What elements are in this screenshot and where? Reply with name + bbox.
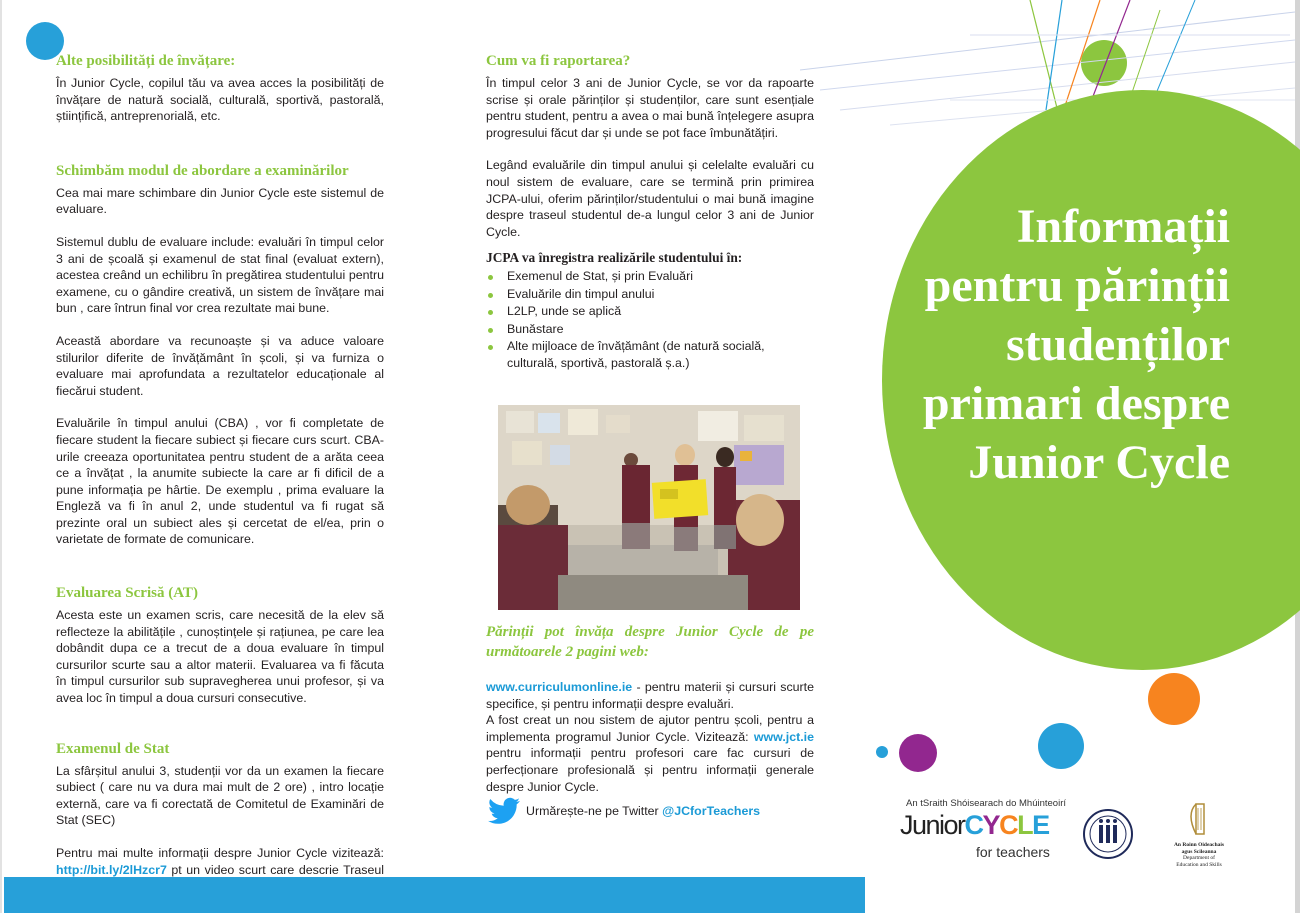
title-line: Informații xyxy=(1016,200,1230,253)
heading-jcpa: JCPA va înregistra realizările studentului în: xyxy=(486,250,743,266)
seal-logo-icon xyxy=(1078,790,1138,870)
bullet-icon xyxy=(488,275,493,280)
text-web1 xyxy=(486,679,814,712)
logos xyxy=(900,790,1270,870)
department-logo xyxy=(1166,800,1232,866)
text-written-assessment: Acesta este un examen scris, care necesită de la elev să reflecteze la abilitățile , cunoștințele și rațiunea, pe care lea dobândit dupa ce a trecut de a doua evaluare în timpul cursurilor scurte sau a altor materii. Evaluarea va fi făcuta în timpul cursurilor sub supravegherea unui profesor, și va avea loc în timpul a doua cursuri consecutive. xyxy=(56,608,384,706)
cta-heading: Părinții pot învăța despre Junior Cycle de pe următoarele 2 pagini web: xyxy=(486,624,814,660)
column-left xyxy=(56,52,384,895)
purple-dot xyxy=(899,734,937,772)
more-info-prefix: Pentru mai multe informații despre Junior Cycle vizitează: xyxy=(56,846,384,860)
heading-other-opportunities: Alte posibilități de învățare: xyxy=(56,53,236,69)
video-link[interactable]: http://bit.ly/2lHzcr7 xyxy=(56,862,167,877)
classroom-photo-image xyxy=(498,405,800,610)
title-line: primari despre xyxy=(922,377,1230,430)
text-reporting-1: În timpul celor 3 ani de Junior Cycle, se vor da rapoarte scrise și orale părinților și studenților, care sunt esențiale pentru student, pentru a avea o mai bună înțelegere asupra progresului făcut dar și unde se pot face îmbunătățiri. xyxy=(486,76,814,140)
twitter-follow[interactable] xyxy=(488,796,808,826)
text-exam-approach-3: Această abordare va recunoaște și va aduce valoare stilurilor diferite de învățământ în școli, și va furniza o evaluare mai aprofundata a rezultatelor educaționale al fiecărui student. xyxy=(56,333,384,398)
jc-logo-irish-text: An tSraith Shóisearach do Mhúinteoirí xyxy=(906,798,1067,809)
bullet-icon xyxy=(488,345,493,350)
text-exam-approach-1: Cea mai mare schimbare din Junior Cycle este sistemul de evaluare. xyxy=(56,185,384,217)
heading-reporting: Cum va fi raportarea? xyxy=(486,53,631,69)
curriculum-online-link[interactable]: www.curriculumonline.ie xyxy=(486,680,633,694)
jcpa-list xyxy=(486,268,814,372)
list-item: Alte mijloace de învățământ (de natură socială, culturală, sportivă, pastorală ș.a.) xyxy=(486,338,814,373)
list-item: L2LP, unde se aplică xyxy=(486,303,814,320)
twitter-label: Urmărește-ne pe Twitter @JCforTeachers xyxy=(526,804,761,818)
title-line: studenților xyxy=(1005,318,1230,371)
text-web2 xyxy=(486,712,814,795)
web2-suffix: pentru informații pentru profesori care fac cursuri de perfecționare profesională și pentru informații generale despre Junior Cycle. xyxy=(486,746,814,794)
text-exam-approach-2: Sistemul dublu de evaluare include: evaluări în timpul celor 3 ani de școală și examenul de stat final (evaluat extern), acestea creând un echilibru în pregătirea studentului pentru examene, cu o gândire creativă, un sistem de învățare mai bun , care întrun final vor crea rezultate mai bune. xyxy=(56,234,384,316)
text-exam-approach-4: Evaluările în timpul anului (CBA) , vor fi completate de fiecare student la fiecare subiect și fiecare curs scurt. CBA-urile creeaza oportunitatea pentru student de a arăta ceea ce a învățat , la anumite subiecte la care ar fi dificil de a pune informația pe hârtie. De exemplu , prima evaluare la Engleză va fi în anul 2, unde studentul va fi rugat să prezinte oral un subiect ales și cercetat de el/ea, prin o varietate de formate de comunicare. xyxy=(56,416,384,547)
title-line: pentru părinții xyxy=(924,259,1230,312)
column-middle xyxy=(486,52,814,393)
text-other-opportunities: În Junior Cycle, copilul tău va avea acces la posibilități de învățare de natură socială, culturală, sportivă, pastorală, științifică, antreprenorială, etc. xyxy=(56,76,384,124)
junior-cycle-logo: JuniorCYCLE xyxy=(900,810,1049,840)
bottom-margin xyxy=(0,913,1300,920)
page-left-edge xyxy=(0,0,2,920)
text-reporting-2: Legând evaluările din timpul anului și celelalte evaluări cu noul sistem de evaluare, care se termină prin primirea JCPA-ului, oferim părinților/studentului o mai bună imagine despre traseul studentul de-a lungul celor 3 ani de Junior Cycle. xyxy=(486,158,814,239)
websites-block xyxy=(486,622,814,795)
more-info-suffix: pt un video scurt care descrie Traseul xyxy=(171,862,384,877)
cover-title xyxy=(850,197,1230,492)
web1-description: - pentru materii și cursuri scurte specifice, și pentru informații despre evaluări. xyxy=(486,680,814,711)
jct-link[interactable]: www.jct.ie xyxy=(753,729,814,744)
blue-dot-right xyxy=(1038,723,1084,769)
list-item: Exemenul de Stat, și prin Evaluări xyxy=(486,268,814,285)
department-name: An Roinn Oideachais agus Scileanna Department of Education and Skills xyxy=(1173,842,1225,868)
harp-icon xyxy=(1166,800,1232,840)
title-line: Junior Cycle xyxy=(968,436,1230,489)
orange-dot xyxy=(1148,673,1200,725)
jc-logo-for-teachers: for teachers xyxy=(976,844,1050,860)
text-state-exam: La sfârșitul anului 3, studenții vor da un examen la fiecare subiect ( care nu va dura mai mult de 2 ore) , intro locație externă, care va fi corectată de Comitetul de Examinări de Stat (SEC) xyxy=(56,763,384,828)
list-item: Bunăstare xyxy=(486,321,814,338)
jc-cycle-word: CYCLE xyxy=(964,810,1049,840)
twitter-handle-link[interactable]: @JCforTeachers xyxy=(662,804,761,818)
list-item: Evaluările din timpul anului xyxy=(486,286,814,303)
heading-exam-approach: Schimbăm modul de abordare a examinărilor xyxy=(56,162,349,179)
classroom-photo xyxy=(498,405,800,610)
bullet-icon xyxy=(488,310,493,315)
heading-state-exam: Examenul de Stat xyxy=(56,740,170,757)
heading-written-assessment: Evaluarea Scrisă (AT) xyxy=(56,585,198,602)
small-blue-dot xyxy=(876,746,888,758)
web2-prefix: A fost creat un nou sistem de ajutor pentru școli, pentru a implementa programul Junior Cycle. Vizitează: xyxy=(486,713,814,744)
bullet-icon xyxy=(488,293,493,298)
bullet-icon xyxy=(488,328,493,333)
bottom-blue-bar xyxy=(4,877,865,913)
twitter-bird-icon xyxy=(488,797,520,825)
